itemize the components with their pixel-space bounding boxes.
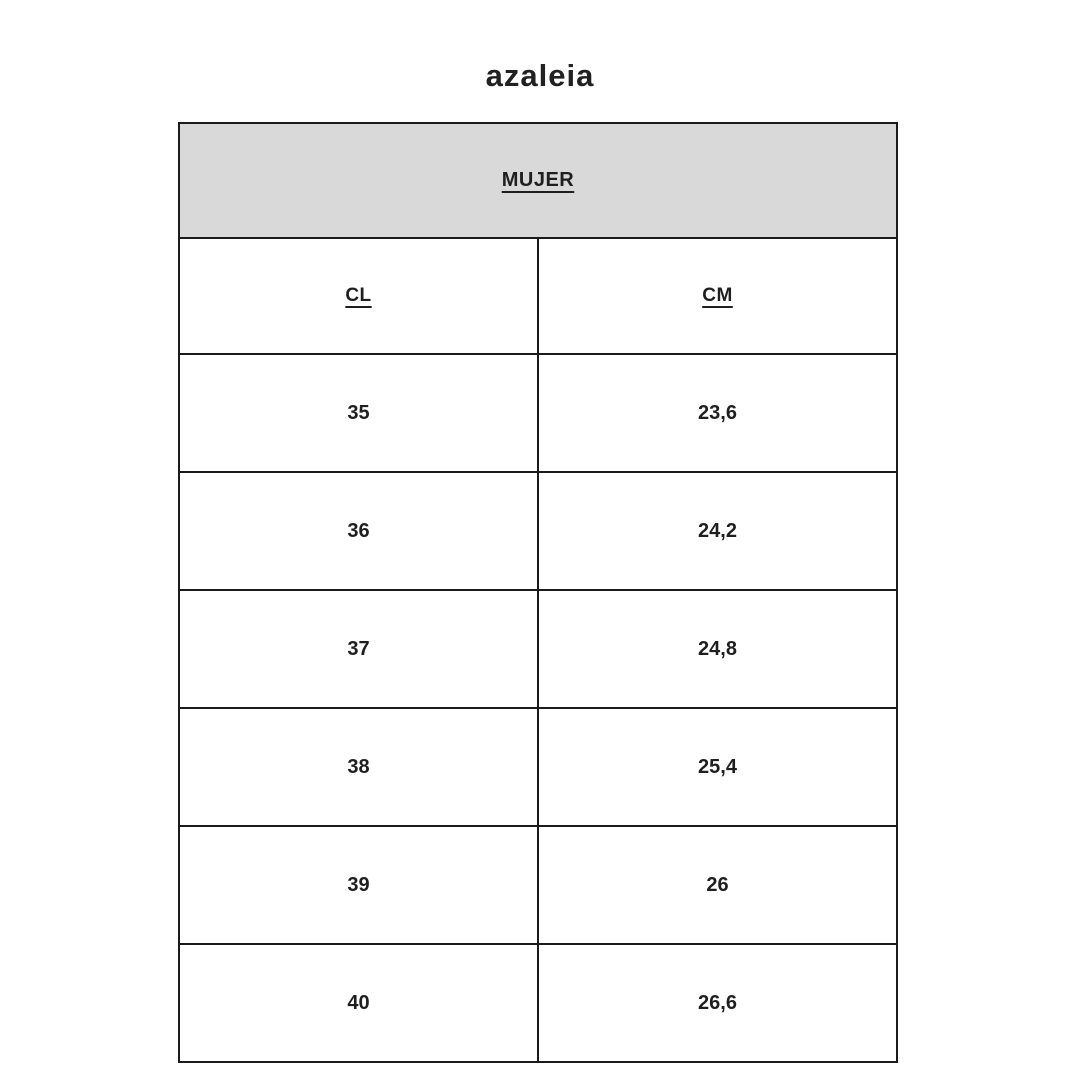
- column-header-cl: [179, 238, 538, 354]
- cell-cl-36: 36: [179, 472, 538, 590]
- cell-cm-40: 26,6: [538, 944, 897, 1062]
- table-row-size-40: [179, 944, 897, 1062]
- gender-header-row: [179, 123, 897, 238]
- table-row-size-38: [179, 708, 897, 826]
- gender-header-label: MUJER: [501, 169, 575, 191]
- cell-cm-39: 26: [538, 826, 897, 944]
- cell-cl-38: 38: [179, 708, 538, 826]
- cell-cm-36: 24,2: [538, 472, 897, 590]
- table-row-size-35: [179, 354, 897, 472]
- table-row-size-39: [179, 826, 897, 944]
- size-conversion-table: [178, 122, 898, 1063]
- column-header-cm-label: CM: [702, 285, 733, 306]
- cell-cm-35: 23,6: [538, 354, 897, 472]
- cell-cl-39: 39: [179, 826, 538, 944]
- gender-header-cell: [179, 123, 897, 238]
- column-header-row: [179, 238, 897, 354]
- column-header-cl-label: CL: [345, 285, 372, 306]
- cell-cm-37: 24,8: [538, 590, 897, 708]
- cell-cl-37: 37: [179, 590, 538, 708]
- cell-cm-38: 25,4: [538, 708, 897, 826]
- table-row-size-37: [179, 590, 897, 708]
- cell-cl-40: 40: [179, 944, 538, 1062]
- column-header-cm: [538, 238, 897, 354]
- cell-cl-35: 35: [179, 354, 538, 472]
- brand-logo: azaleia: [485, 58, 595, 93]
- table-row-size-36: [179, 472, 897, 590]
